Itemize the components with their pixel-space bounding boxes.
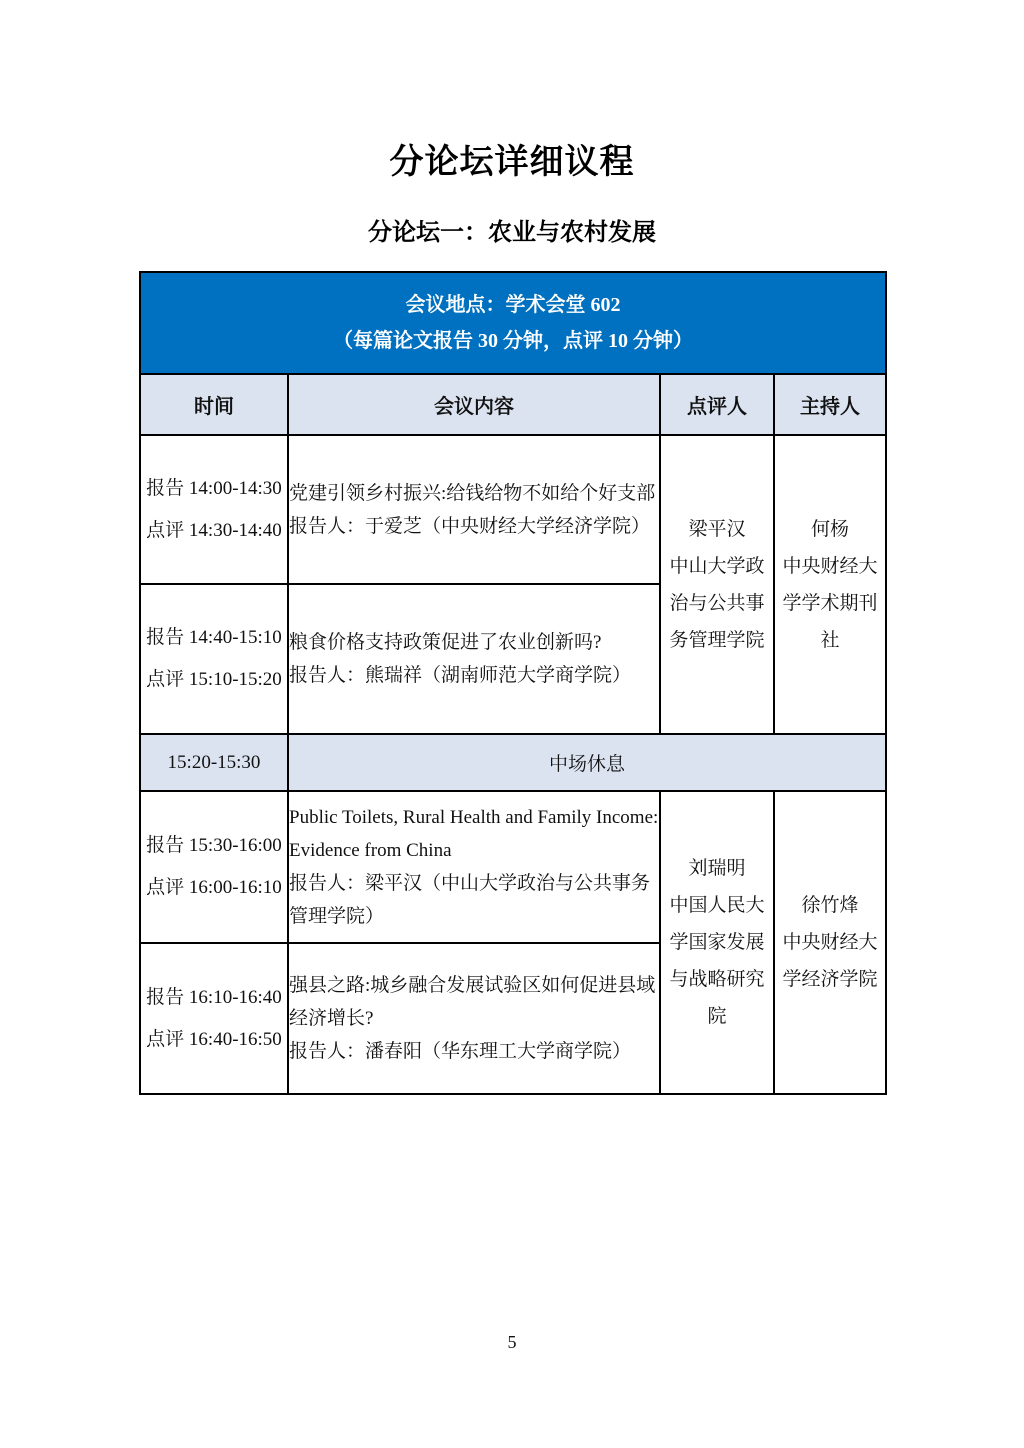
session-4-content-cell [288,943,660,1094]
session-1-report-time: 报告 14:00-14:30 [146,477,282,499]
break-label-cell: 中场休息 [288,734,886,791]
commentator-2-name: 刘瑞明 [688,858,746,879]
host-2-affiliation: 中央财经大学经济学院 [782,932,878,990]
session-4-report-time: 报告 16:10-16:40 [146,986,282,1008]
commentator-cell-block-1 [660,435,774,734]
location-header-row [140,272,886,374]
session-3-report-time: 报告 15:30-16:00 [146,835,282,856]
commentator-1-name: 梁平汉 [688,518,746,540]
session-3-review-time: 点评 16:00-16:10 [146,877,282,898]
break-row [140,734,886,791]
location-header-cell [140,272,886,374]
session-1-paper-title: 党建引领乡村振兴:给钱给物不如给个好支部 [289,482,656,504]
session-3-time-cell [140,791,288,943]
session-4-review-time: 点评 16:40-16:50 [146,1028,282,1050]
col-header-content: 会议内容 [288,374,660,435]
session-2-review-time: 点评 15:10-15:20 [146,669,282,690]
break-time-cell: 15:20-15:30 [140,734,288,791]
session-row-1 [140,435,886,584]
session-1-presenter: 报告人：于爱芝（中央财经大学经济学院） [289,515,651,537]
session-2-paper-title: 粮食价格支持政策促进了农业创新吗? [289,632,602,653]
col-header-host: 主持人 [774,374,886,435]
col-header-time: 时间 [140,374,288,435]
session-2-content-cell [288,584,660,734]
session-3-paper-title: Public Toilets, Rural Health and Family Income: Evidence from China [289,807,659,861]
duration-note-line: （每篇论文报告 30 分钟，点评 10 分钟） [333,330,693,352]
commentator-1-affiliation: 中山大学政治与公共事务管理学院 [669,555,765,651]
commentator-2-affiliation: 中国人民大学国家发展与战略研究院 [669,895,765,1027]
session-2-time-cell [140,584,288,734]
session-3-presenter: 报告人：梁平汉（中山大学政治与公共事务管理学院） [289,873,651,927]
session-2-report-time: 报告 14:40-15:10 [146,627,282,648]
col-header-commentator: 点评人 [660,374,774,435]
host-1-name: 何杨 [810,518,849,540]
session-1-content-cell [288,435,660,584]
location-line: 会议地点：学术会堂 602 [405,294,621,316]
session-1-time-cell [140,435,288,584]
agenda-table [139,271,887,1095]
host-cell-block-1 [774,435,886,734]
forum-subtitle: 分论坛一：农业与农村发展 [368,220,656,246]
session-1-review-time: 点评 14:30-14:40 [146,519,282,541]
column-header-row [140,374,886,435]
session-4-presenter: 报告人：潘春阳（华东理工大学商学院） [289,1041,632,1062]
host-2-name: 徐竹烽 [801,895,859,916]
session-3-content-cell [288,791,660,943]
host-1-affiliation: 中央财经大学学术期刊社 [782,555,878,651]
session-row-3 [140,791,886,943]
session-4-time-cell [140,943,288,1094]
session-4-paper-title: 强县之路:城乡融合发展试验区如何促进县域经济增长? [289,975,656,1029]
page-title: 分论坛详细议程 [389,144,635,181]
session-2-presenter: 报告人：熊瑞祥（湖南师范大学商学院） [289,665,632,686]
commentator-cell-block-2 [660,791,774,1094]
page-number: 5 [507,1332,517,1352]
host-cell-block-2 [774,791,886,1094]
